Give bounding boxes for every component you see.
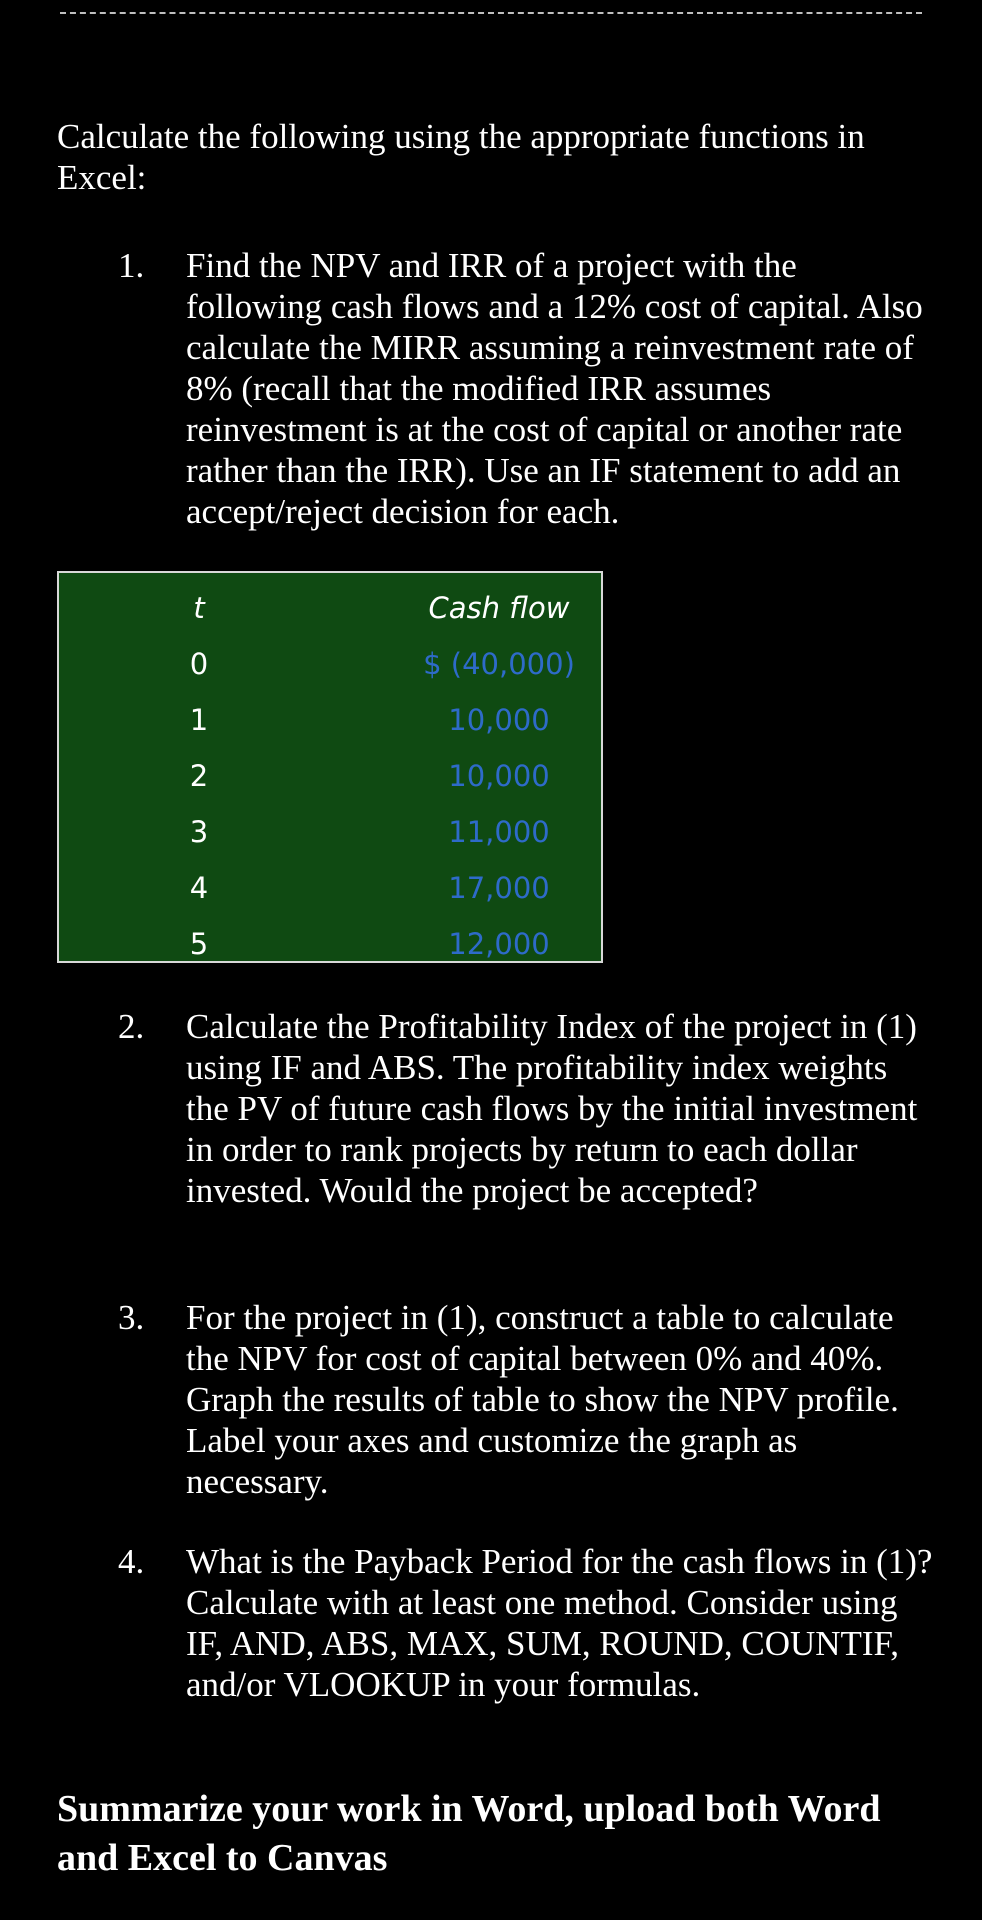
intro-text: Calculate the following using the appropriate functions in Excel: [57, 117, 865, 197]
question-text: What is the Payback Period for the cash flows in (1)? Calculate with at least one method. Consider using IF, AND, ABS, MAX, SUM, ROUND, COUNTIF, and/or VLOOKUP in your formulas. [186, 1542, 933, 1704]
period-cell: 0 [189, 647, 209, 681]
table-row [59, 759, 601, 803]
period-cell: 3 [189, 815, 209, 849]
top-dashed-rule [60, 12, 922, 14]
table-row [59, 815, 601, 859]
period-cell: 4 [189, 871, 209, 905]
question-text: For the project in (1), construct a table to calculate the NPV for cost of capital between 0% and 40%. Graph the results of table to show the NPV profile. Label your axes and customize the graph as necessary. [186, 1298, 899, 1501]
question-text: Find the NPV and IRR of a project with the following cash flows and a 12% cost of capital. Also calculate the MIRR assuming a reinvestment rate of 8% (recall that the modified IRR assumes reinvestment is at the cost of capital or another rate rather than the IRR). Use an IF statement to add an accept/reject decision for each. [186, 246, 923, 531]
table-row [59, 927, 601, 971]
period-cell: 2 [189, 759, 209, 793]
period-cell: 5 [189, 927, 209, 961]
header-t: t [193, 591, 205, 625]
header-cash-flow: Cash flow [428, 591, 570, 625]
question-number: 2. [118, 1007, 145, 1046]
period-cell: 1 [189, 703, 209, 737]
cash-flow-cell: 12,000 [448, 927, 550, 961]
table-header-row [59, 591, 601, 635]
cash-flow-cell: 10,000 [448, 759, 550, 793]
table-row [59, 647, 601, 691]
table-row [59, 871, 601, 915]
cash-flow-cell: $ (40,000) [423, 647, 575, 681]
summary-instruction: Summarize your work in Word, upload both Word and Excel to Canvas [57, 1788, 881, 1879]
cash-flow-table [57, 571, 603, 963]
cash-flow-cell: 10,000 [448, 703, 550, 737]
cash-flow-cell: 17,000 [448, 871, 550, 905]
question-number: 4. [118, 1542, 145, 1581]
cash-flow-cell: 11,000 [448, 815, 550, 849]
question-text: Calculate the Profitability Index of the project in (1) using IF and ABS. The profitability index weights the PV of future cash flows by the initial investment in order to rank projects by return to each dollar invested. Would the project be accepted? [186, 1007, 918, 1210]
table-row [59, 703, 601, 747]
question-number: 1. [118, 246, 145, 285]
question-number: 3. [118, 1298, 145, 1337]
